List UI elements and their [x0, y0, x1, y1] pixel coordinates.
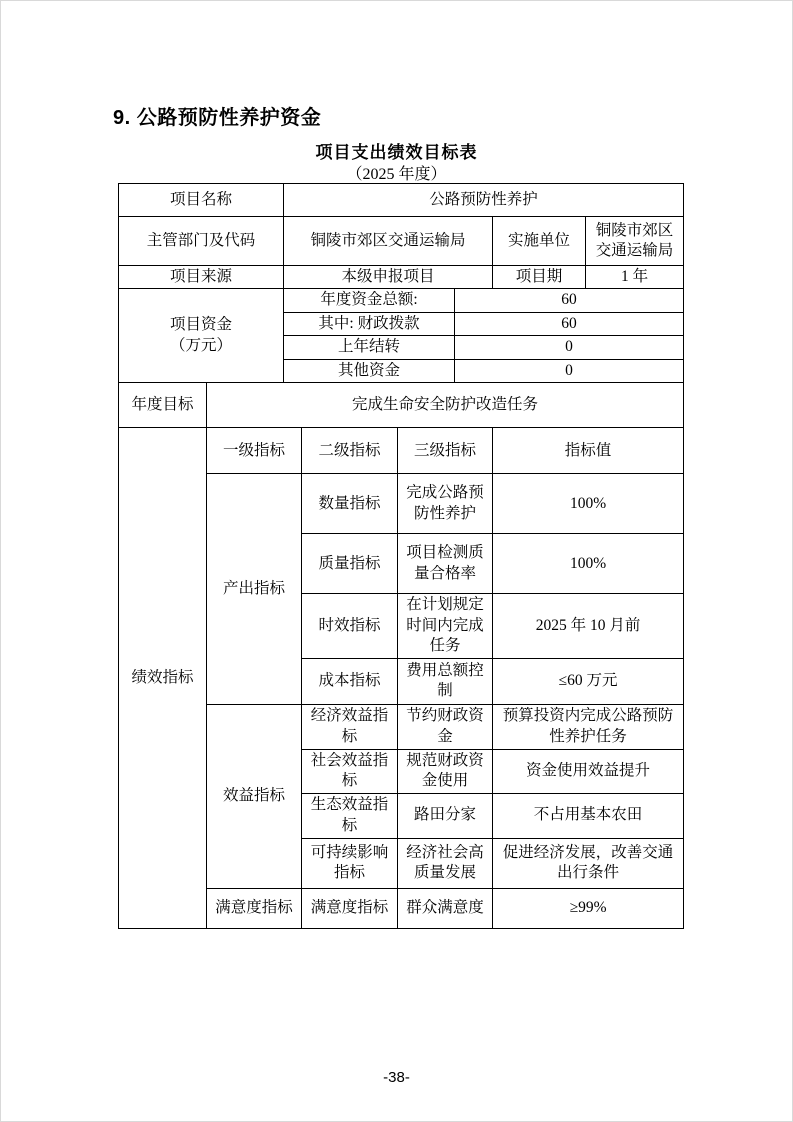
- quantity-level3: 完成公路预防性养护: [398, 474, 493, 534]
- table-subtitle: （2025 年度）: [346, 166, 447, 183]
- period-value: 1 年: [586, 266, 684, 289]
- project-name-value: 公路预防性养护: [284, 184, 684, 217]
- row-source: [119, 266, 684, 289]
- funds-total-value: 60: [455, 289, 684, 312]
- source-label: 项目来源: [119, 266, 284, 289]
- timeliness-level2: 时效指标: [302, 594, 398, 658]
- row-funds-total: [119, 289, 684, 312]
- quantity-value: 100%: [493, 474, 684, 534]
- satisfaction-value: ≥99%: [493, 888, 684, 928]
- funds-label: [119, 289, 284, 383]
- quantity-level2: 数量指标: [302, 474, 398, 534]
- funds-other-label: 其他资金: [284, 359, 455, 382]
- cost-level3: 费用总额控制: [398, 658, 493, 704]
- row-perf-header: [119, 428, 684, 474]
- sustainability-value: 促进经济发展，改善交通出行条件: [493, 838, 684, 888]
- perf-section-label: 绩效指标: [119, 428, 207, 928]
- dept-label: 主管部门及代码: [119, 217, 284, 266]
- perf-header-level2: 二级指标: [302, 428, 398, 474]
- quality-value: 100%: [493, 534, 684, 594]
- quality-level3: 项目检测质量合格率: [398, 534, 493, 594]
- annual-goal-value: 完成生命安全防护改造任务: [207, 383, 684, 428]
- perf-header-value: 指标值: [493, 428, 684, 474]
- funds-label-line2: （万元）: [170, 336, 233, 354]
- row-project-name: [119, 184, 684, 217]
- project-name-label: 项目名称: [119, 184, 284, 217]
- perf-header-level1: 一级指标: [207, 428, 302, 474]
- perf-header-level3: 三级指标: [398, 428, 493, 474]
- group-benefit-label: 效益指标: [207, 704, 302, 888]
- funds-label-line1: 项目资金: [170, 316, 233, 334]
- funds-other-value: 0: [455, 359, 684, 382]
- annual-goal-label: 年度目标: [119, 383, 207, 428]
- funds-fiscal-label: 其中: 财政拨款: [284, 312, 455, 335]
- ecological-value: 不占用基本农田: [493, 793, 684, 838]
- page-number: -38-: [383, 1069, 410, 1086]
- timeliness-level3: 在计划规定时间内完成任务: [398, 594, 493, 658]
- row-department: [119, 217, 684, 266]
- dept-value: 铜陵市郊区交通运输局: [284, 217, 493, 266]
- funds-carryover-label: 上年结转: [284, 336, 455, 359]
- impl-unit-label: 实施单位: [493, 217, 586, 266]
- section-heading: 9. 公路预防性养护资金: [113, 107, 322, 129]
- economic-value: 预算投资内完成公路预防性养护任务: [493, 704, 684, 749]
- cost-level2: 成本指标: [302, 658, 398, 704]
- funds-total-label: 年度资金总额:: [284, 289, 455, 312]
- satisfaction-level3: 群众满意度: [398, 888, 493, 928]
- quality-level2: 质量指标: [302, 534, 398, 594]
- ecological-level2: 生态效益指标: [302, 793, 398, 838]
- performance-target-table: [118, 183, 684, 929]
- group-output-label: 产出指标: [207, 474, 302, 704]
- impl-unit-value: 铜陵市郊区交通运输局: [586, 217, 684, 266]
- timeliness-value: 2025 年 10 月前: [493, 594, 684, 658]
- table-title: 项目支出绩效目标表: [315, 143, 478, 162]
- social-level2: 社会效益指标: [302, 749, 398, 793]
- group-satisfaction-label: 满意度指标: [207, 888, 302, 928]
- ecological-level3: 路田分家: [398, 793, 493, 838]
- sustainability-level2: 可持续影响指标: [302, 838, 398, 888]
- funds-carryover-value: 0: [455, 336, 684, 359]
- sustainability-level3: 经济社会高质量发展: [398, 838, 493, 888]
- economic-level3: 节约财政资金: [398, 704, 493, 749]
- social-value: 资金使用效益提升: [493, 749, 684, 793]
- period-label: 项目期: [493, 266, 586, 289]
- social-level3: 规范财政资金使用: [398, 749, 493, 793]
- satisfaction-level2: 满意度指标: [302, 888, 398, 928]
- source-value: 本级申报项目: [284, 266, 493, 289]
- row-annual-goal: [119, 383, 684, 428]
- funds-fiscal-value: 60: [455, 312, 684, 335]
- cost-value: ≤60 万元: [493, 658, 684, 704]
- economic-level2: 经济效益指标: [302, 704, 398, 749]
